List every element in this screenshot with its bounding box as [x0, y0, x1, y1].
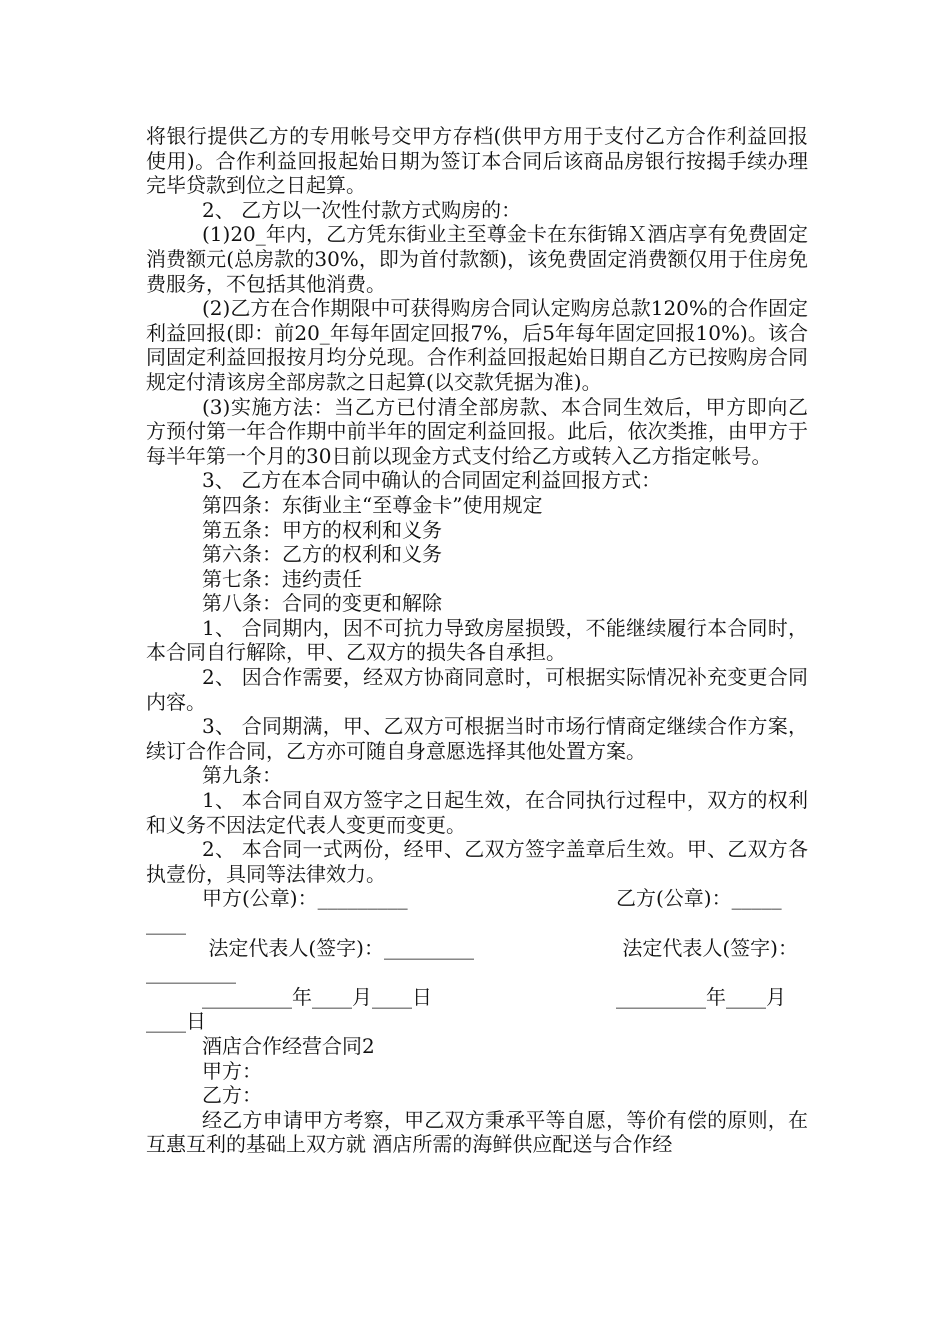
- party-b-seal: 乙方(公章)：_____: [616, 886, 782, 911]
- party-a-label: 甲方：: [202, 1058, 262, 1083]
- paragraph: 经乙方申请甲方考察，甲乙双方秉承平等自愿，等价有偿的原则，在互惠互利的基础上双方就 酒店所需的海鲜供应配送与合作经: [146, 1107, 808, 1157]
- document-page: [146, 124, 808, 1157]
- party-b-date: _________年____月: [616, 984, 786, 1009]
- article-heading: 第四条：东街业主“至尊金卡”使用规定: [202, 492, 543, 517]
- party-a-representative: 法定代表人(签字)：_________: [202, 935, 474, 960]
- second-contract: [146, 1034, 808, 1157]
- party-a-seal: 甲方(公章)：_________: [202, 886, 408, 911]
- paragraph: 1、 本合同自双方签字之日起生效，在合同执行过程中，双方的权利和义务不因法定代表人变更而变更。: [146, 788, 808, 837]
- article-heading: 第七条：违约责任: [202, 566, 362, 591]
- paragraph: 3、 合同期满，甲、乙双方可根据当时市场行情商定继续合作方案，续订合作合同，乙方亦可随自身意愿选择其他处置方案。: [146, 714, 808, 763]
- paragraph: (2)乙方在合作期限中可获得购房合同认定购房总款120%的合作固定利益回报(即：前20_年每年固定回报7%，后5年每年固定回报10%)。该合同固定利益回报按月均分兑现。合作利益回报起始日期自乙方已按购房合同规定付清该房全部房款之日起算(以交款凭据为准)。: [146, 296, 808, 394]
- signature-row-seal: [146, 886, 808, 911]
- paragraph: 将银行提供乙方的专用帐号交甲方存档(供甲方用于支付乙方合作利益回报使用)。合作利益回报起始日期为签订本合同后该商品房银行按揭手续办理完毕贷款到位之日起算。: [146, 124, 808, 198]
- article-heading: 第五条：甲方的权利和义务: [202, 517, 442, 542]
- contract-title: 酒店合作经营合同2: [202, 1033, 375, 1058]
- signature-row-representative: [146, 936, 808, 961]
- signature-block: [146, 886, 808, 1034]
- party-a-date: _________年____月____日: [202, 984, 432, 1009]
- signature-row-date: [146, 985, 808, 1010]
- paragraph: (3)实施方法：当乙方已付清全部房款、本合同生效后，甲方即向乙方预付第一年合作期中前半年的固定利益回报。此后，依次类推，由甲方于每半年第一个月的30日前以现金方式支付给乙方或转入乙方指定帐号。: [146, 394, 808, 468]
- paragraph: 2、 本合同一式两份，经甲、乙双方签字盖章后生效。甲、乙双方各执壹份，具同等法律效力。: [146, 837, 808, 886]
- signature-line-continuation: _________: [146, 960, 236, 985]
- party-b-representative: 法定代表人(签字)：: [616, 935, 798, 960]
- paragraph: (1)20_年内，乙方凭东街业主至尊金卡在东街锦Ｘ酒店享有免费固定消费额元(总房款的30%，即为首付款额)，该免费固定消费额仅用于住房免费服务，不包括其他消费。: [146, 222, 808, 296]
- paragraph: 2、 因合作需要，经双方协商同意时，可根据实际情况补充变更合同内容。: [146, 665, 808, 714]
- paragraph: 2、 乙方以一次性付款方式购房的：: [202, 197, 522, 222]
- paragraph: 1、 合同期内，因不可抗力导致房屋损毁，不能继续履行本合同时，本合同自行解除，甲、乙双方的损失各自承担。: [146, 615, 808, 665]
- article-heading: 第九条：: [202, 763, 282, 788]
- signature-line-continuation: ____日: [146, 1009, 206, 1034]
- signature-line-continuation: ____: [146, 911, 186, 935]
- article-heading: 第八条：合同的变更和解除: [202, 591, 442, 616]
- party-b-label: 乙方：: [202, 1083, 262, 1108]
- paragraph: 3、 乙方在本合同中确认的合同固定利益回报方式：: [202, 468, 662, 493]
- article-heading: 第六条：乙方的权利和义务: [202, 542, 442, 567]
- contract-body: [146, 124, 808, 886]
